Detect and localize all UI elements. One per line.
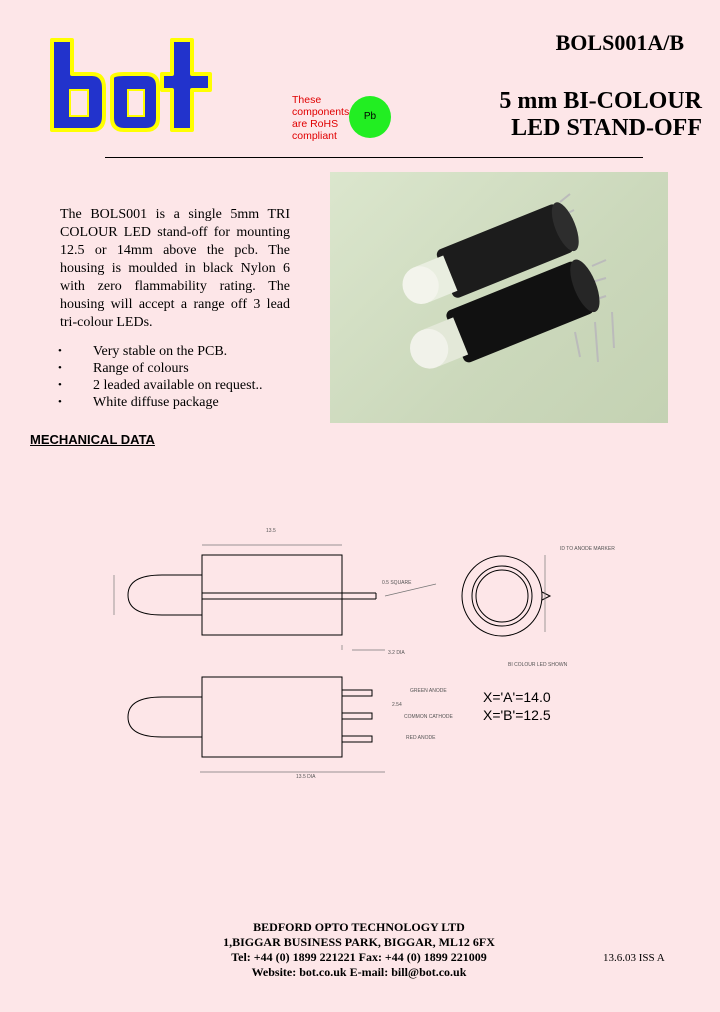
- feature-item: • White diffuse package: [58, 394, 318, 411]
- dim-length: 13.5: [266, 528, 276, 534]
- bicolour-label: BI COLOUR LED SHOWN: [508, 662, 568, 668]
- bot-logo: [34, 38, 214, 133]
- title-line-2: LED STAND-OFF: [511, 115, 702, 141]
- pb-label: Pb: [363, 111, 377, 122]
- pb-free-badge: [349, 96, 391, 138]
- product-photo: [330, 172, 668, 423]
- company-address: 1,BIGGAR BUSINESS PARK, BIGGAR, ML12 6FX: [223, 935, 495, 949]
- rohs-line: These: [292, 94, 322, 106]
- id-anode-label: ID TO ANODE MARKER: [560, 546, 615, 552]
- bottom-dim-label: 13.5 DIA: [296, 774, 316, 780]
- feature-list: [58, 343, 318, 411]
- feature-item: • 2 leaded available on request..: [58, 377, 318, 394]
- red-anode-label: RED ANODE: [406, 735, 436, 741]
- rohs-line: components: [292, 106, 350, 118]
- hole-label: 3.2 DIA: [388, 650, 405, 656]
- mechanical-drawing: [100, 520, 660, 790]
- rohs-note: [292, 94, 349, 142]
- height-a: X='A'=14.0: [483, 689, 551, 705]
- header-divider: [105, 157, 643, 158]
- title-line-1: 5 mm BI-COLOUR: [499, 88, 702, 114]
- company-web: Website: bot.co.uk E-mail: bill@bot.co.uk: [251, 965, 467, 979]
- company-footer: [214, 920, 504, 980]
- stand-off-heights: [483, 688, 551, 724]
- issue-date: 13.6.03 ISS A: [603, 952, 665, 964]
- green-anode-label: GREEN ANODE: [410, 688, 447, 694]
- mechanical-heading: MECHANICAL DATA: [30, 432, 155, 447]
- product-title: [499, 88, 702, 142]
- rohs-line: are RoHS: [292, 118, 339, 130]
- dim-square: 0.5 SQUARE: [382, 580, 412, 586]
- part-number: BOLS001A/B: [555, 30, 684, 55]
- product-description: The BOLS001 is a single 5mm TRI COLOUR LED stand-off for mounting 12.5 or 14mm above the pcb. The housing is moulded in black Nylon 6 with zero flammability rating. The housing will accept a range off 3 lead tri-colour LEDs.: [60, 207, 290, 330]
- feature-item: • Very stable on the PCB.: [58, 343, 318, 360]
- common-cathode-label: COMMON CATHODE: [404, 714, 453, 720]
- pitch-label: 2.54: [392, 702, 402, 708]
- feature-item: • Range of colours: [58, 360, 318, 377]
- company-phone: Tel: +44 (0) 1899 221221 Fax: +44 (0) 1899 221009: [231, 950, 487, 964]
- height-b: X='B'=12.5: [483, 707, 551, 723]
- rohs-line: compliant: [292, 130, 337, 142]
- company-name: BEDFORD OPTO TECHNOLOGY LTD: [253, 920, 465, 934]
